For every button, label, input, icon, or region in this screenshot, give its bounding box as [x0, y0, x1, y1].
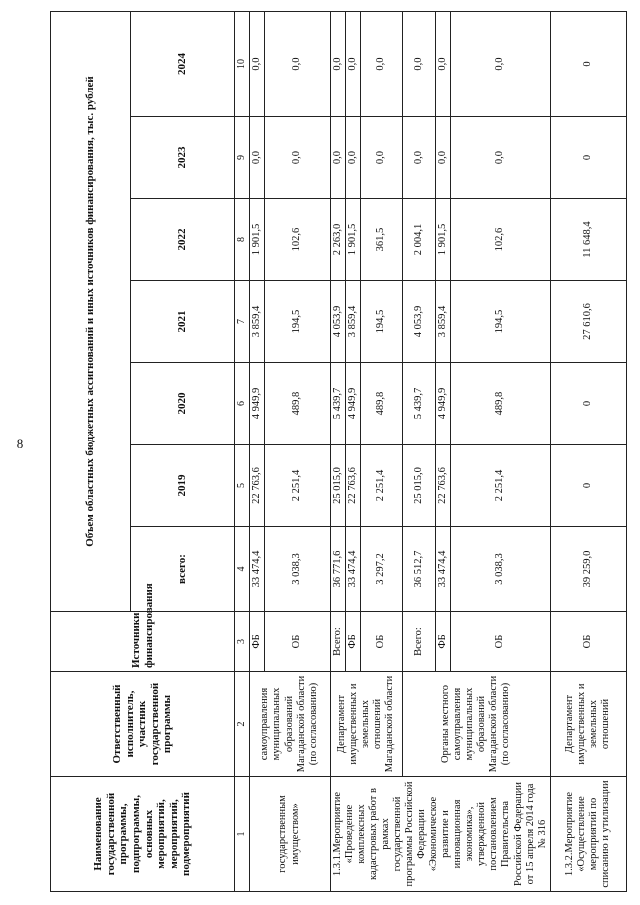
col-number: 10 — [235, 11, 250, 116]
value-cell: 0,0 — [435, 11, 450, 116]
table-row — [330, 11, 345, 891]
source-cell: ОБ — [360, 612, 402, 672]
value-cell: 0,0 — [435, 117, 450, 199]
value-cell: 0,0 — [249, 117, 264, 199]
header-total: всего: — [131, 527, 235, 612]
value-cell: 0,0 — [330, 11, 345, 116]
value-cell: 489,8 — [264, 363, 330, 445]
value-cell: 102,6 — [264, 199, 330, 281]
value-cell: 0 — [550, 117, 626, 199]
header-year-2023: 2023 — [131, 117, 235, 199]
value-cell: 1 901,5 — [345, 199, 360, 281]
value-cell: 194,5 — [360, 281, 402, 363]
value-cell: 0 — [550, 363, 626, 445]
value-cell: 3 859,4 — [345, 281, 360, 363]
value-cell: 3 038,3 — [450, 527, 550, 612]
header-year-2021: 2021 — [131, 281, 235, 363]
value-cell: 33 474,4 — [345, 527, 360, 612]
value-cell: 3 859,4 — [435, 281, 450, 363]
value-cell: 22 763,6 — [249, 445, 264, 527]
value-cell: 102,6 — [450, 199, 550, 281]
value-cell: 194,5 — [264, 281, 330, 363]
value-cell: 0,0 — [345, 117, 360, 199]
value-cell: 0,0 — [360, 11, 402, 116]
value-cell: 0,0 — [402, 11, 435, 116]
source-cell: ОБ — [450, 612, 550, 672]
col-number: 9 — [235, 117, 250, 199]
header-year-2020: 2020 — [131, 363, 235, 445]
value-cell: 0 — [550, 11, 626, 116]
value-cell: 4 053,9 — [402, 281, 435, 363]
header-executor-col: Ответственный исполнитель, участник государственной программы — [51, 672, 235, 777]
value-cell: 1 901,5 — [249, 199, 264, 281]
table-row — [249, 11, 264, 891]
source-cell: Всего: — [402, 612, 435, 672]
value-cell: 0,0 — [345, 11, 360, 116]
value-cell: 5 439,7 — [330, 363, 345, 445]
value-cell: 0,0 — [360, 117, 402, 199]
col-number: 3 — [235, 612, 250, 672]
rotated-table-container — [50, 12, 622, 892]
value-cell: 0,0 — [264, 11, 330, 116]
executor-name: Департамент имущественных и земельных отношений — [550, 672, 626, 777]
table-row — [402, 11, 435, 891]
source-cell: Всего: — [330, 612, 345, 672]
value-cell: 0,0 — [450, 117, 550, 199]
value-cell: 2 251,4 — [360, 445, 402, 527]
value-cell: 361,5 — [360, 199, 402, 281]
col-number: 4 — [235, 527, 250, 612]
value-cell: 11 648,4 — [550, 199, 626, 281]
value-cell: 0,0 — [330, 117, 345, 199]
col-number: 5 — [235, 445, 250, 527]
value-cell: 39 259,0 — [550, 527, 626, 612]
source-cell: ФБ — [249, 612, 264, 672]
value-cell: 25 015,0 — [402, 445, 435, 527]
value-cell: 4 053,9 — [330, 281, 345, 363]
header-year-2022: 2022 — [131, 199, 235, 281]
value-cell: 4 949,9 — [249, 363, 264, 445]
executor-name: самоуправления муниципальных образований Магаданской области (по согласованию) — [249, 672, 330, 777]
value-cell: 0,0 — [249, 11, 264, 116]
value-cell: 22 763,6 — [435, 445, 450, 527]
value-cell: 2 251,4 — [264, 445, 330, 527]
value-cell: 3 038,3 — [264, 527, 330, 612]
value-cell: 4 949,9 — [345, 363, 360, 445]
header-source-col: Источники финансирования — [51, 612, 235, 672]
value-cell: 194,5 — [450, 281, 550, 363]
value-cell: 0 — [550, 445, 626, 527]
value-cell: 0,0 — [402, 117, 435, 199]
col-number: 8 — [235, 199, 250, 281]
value-cell: 2 251,4 — [450, 445, 550, 527]
value-cell: 36 771,6 — [330, 527, 345, 612]
source-cell: ОБ — [550, 612, 626, 672]
value-cell: 27 610,6 — [550, 281, 626, 363]
budget-table — [50, 11, 627, 892]
executor-name: Органы местного самоуправления муниципальных образований Магаданской области (по согласованию) — [402, 672, 550, 777]
table-row — [550, 11, 626, 891]
column-number-row — [235, 11, 250, 891]
header-year-2019: 2019 — [131, 445, 235, 527]
header-year-2024: 2024 — [131, 11, 235, 116]
value-cell: 0,0 — [264, 117, 330, 199]
value-cell: 489,8 — [450, 363, 550, 445]
executor-name: Департамент имущественных и земельных отношений Магаданской области — [330, 672, 402, 777]
measure-name: 1.3.1.Мероприятие «Проведение комплексных кадастровых работ в рамках государственной программы Российской Федерации «Экономическое развитие и инновационная экономика», утвержденной постановлением Правительства Российской Федерации от 15 апреля 2014 года № 316 — [330, 777, 550, 892]
value-cell: 489,8 — [360, 363, 402, 445]
value-cell: 25 015,0 — [330, 445, 345, 527]
value-cell: 36 512,7 — [402, 527, 435, 612]
value-cell: 5 439,7 — [402, 363, 435, 445]
page-number: 8 — [16, 436, 24, 451]
value-cell: 2 004,1 — [402, 199, 435, 281]
source-cell: ФБ — [345, 612, 360, 672]
value-cell: 4 949,9 — [435, 363, 450, 445]
measure-name: государственным имуществом» — [249, 777, 330, 892]
value-cell: 3 859,4 — [249, 281, 264, 363]
header-row-1 — [51, 11, 131, 891]
value-cell: 0,0 — [450, 11, 550, 116]
col-number: 6 — [235, 363, 250, 445]
measure-name: 1.3.2.Мероприятие «Осуществление мероприятий по списанию и утилизации — [550, 777, 626, 892]
source-cell: ОБ — [264, 612, 330, 672]
source-cell: ФБ — [435, 612, 450, 672]
value-cell: 22 763,6 — [345, 445, 360, 527]
value-cell: 33 474,4 — [435, 527, 450, 612]
header-name-col: Наименование государственной программы, подпрограммы, основных мероприятий, мероприятий, подмероприятий — [51, 777, 235, 892]
value-cell: 2 263,0 — [330, 199, 345, 281]
value-cell: 1 901,5 — [435, 199, 450, 281]
col-number: 7 — [235, 281, 250, 363]
col-number: 2 — [235, 672, 250, 777]
value-cell: 3 297,2 — [360, 527, 402, 612]
value-cell: 33 474,4 — [249, 527, 264, 612]
header-funding-group: Объем областных бюджетных ассигнований и иных источников финансирования, тыс. рублей — [51, 11, 131, 611]
col-number: 1 — [235, 777, 250, 892]
